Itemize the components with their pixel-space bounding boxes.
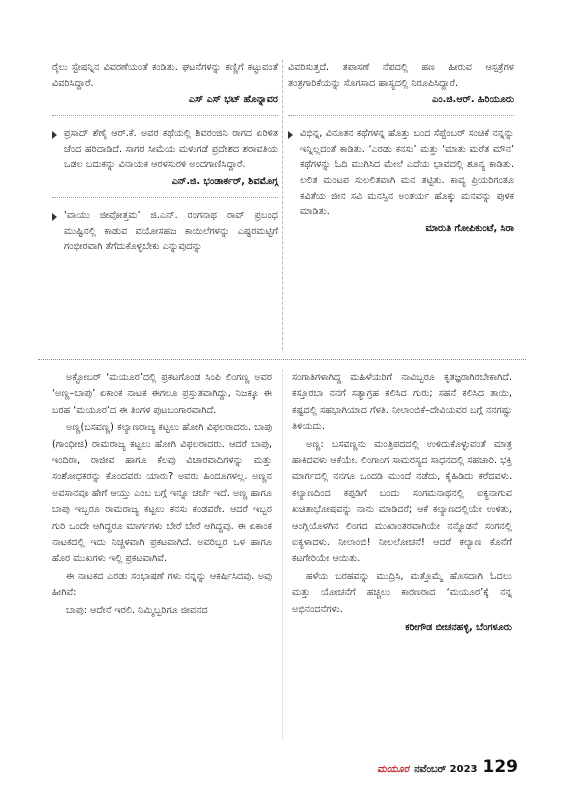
letter-separator — [52, 197, 278, 198]
magazine-logo: ಮಯೂರ — [377, 764, 410, 775]
bullet-triangle-icon — [288, 131, 293, 139]
letters-column-right — [288, 60, 514, 244]
bullet-triangle-icon — [52, 131, 57, 139]
letter-l3 — [52, 208, 278, 255]
letter-body: ಪ್ರಸಾದ್ ಶೆಣೈ ಆರ್.ಕೆ. ಅವರ ಕಥೆಯಲ್ಲಿ ಶಿವರಂಜಿನಿ ರಾಗದ ಏರಿಳಿತ ಚೆಂದ ಹರಿದಾಡಿದೆ. ಸಾಗರ ಸೀಮೆಯ ಮಳುಗಡೆ ಪ್ರದೇಶದ ಶರಾವತಿಯ ಒಡಲ ಬದುಕನ್ನು ವಿನಾಯಕ ಆರಳಸುರಳಿ ಅಂದಗಾಣಿಸಿದ್ದಾರೆ. — [64, 128, 278, 171]
letter-signature: ಎಂ.ಜಿ.ಆರ್. ಹಿರಿಯೂರು — [432, 94, 514, 106]
letter-body: ವಿಭಿನ್ನ, ವಿನೂತನ ಕಥೆಗಳನ್ನ ಹೊತ್ತು ಬಂದ ಸೆಪ್ಟೆಂಬರ್ ಸಂಚಿಕೆ ನನ್ನನ್ನು ಇನ್ನಿಲ್ಲದಂತೆ ಕಾಡಿತು. ‘ಎರಡು ಕನಸು’ ಮತ್ತು ‘ಮಾತು ಮರೆತ ಮೌನ’ ಕಥೆಗಳನ್ನು ಓದಿ ಮುಗಿಸಿದ ಮೇಲೆ ಎದೆಯ ಭಾವದಲ್ಲಿ ಶೂನ್ಯ ಕಾಡಿತು. ಲಲಿತ ಮಂಟಪ ಸುಲಲಿತವಾಗಿ ಮನ ತಟ್ಟಿತು. ಕಾವ್ಯ ಪ್ರಿಯರಿಗಂತೂ ಕವಿತೆಯ ಜೀನ ಸವಿ ಮನಸ್ಸಿನ ಅಂತರ್ಯ ಹೊಕ್ಕು ಮನವನ್ನು ಪುಳಕ ಮಾಡಿತು. — [300, 128, 514, 218]
letter-r2 — [288, 126, 514, 236]
section-separator — [38, 359, 526, 360]
letter-body: ರೈಲು ಸ್ಟೇಷನ್ನಿನ ವಿವರಣೆಯಂತೆ ಕಂಡಿತು. ಘಟನೆಗಳನ್ನು ಕಣ್ಣಿಗೆ ಕಟ್ಟುವಂತೆ ವಿವರಿಸಿದ್ದಾರೆ. — [52, 62, 278, 89]
letter-body: ವಿವರಿಸುತ್ತದೆ. ತಪಾಸಣೆ ನೆಪದಲ್ಲಿ ಹಣ ಹೀರುವ ಆಸ್ಪತ್ರೆಗಳ ತಂತ್ರಗಾರಿಕೆಯನ್ನು ಸೊಗಸಾದ ಹಾಸ್ಯದಲ್ಲಿ ನಿರೂಪಿಸಿದ್ದಾರೆ. — [288, 62, 514, 89]
letter-l2 — [52, 126, 278, 189]
article-paragraph: ಅಣ್ಣ(ಬಸವಣ್ಣ) ಕಲ್ಯಾಣರಾಜ್ಯ ಕಟ್ಟಲು ಹೋಗಿ ವಿಫಲರಾದರು. ಬಾಪು (ಗಾಂಧೀಜಿ) ರಾಮರಾಜ್ಯ ಕಟ್ಟಲು ಹೋಗಿ ವಿಫಲರಾದರು. ಆದರೆ ಬಾಪು, ಇಂದಿರಾ, ರಾಜೀವ ಹಾಗೂ ಕೆಲವು ವಿಚಾರವಾದಿಗಳನ್ನು ಮತ್ತು ಸಂಶೋಧಕರನ್ನು ಕೊಂದವರು ಯಾರು? ಅವರು ಹಿಂದೂಗಳಲ್ಲ. ಅಣ್ಣನ ಅವಸಾನವೂ ಹೇಗೆ ಆಯ್ತು ಎಂಬ ಬಗ್ಗೆ ಇನ್ನೂ ಚರ್ಚೆ ಇದೆ. ಅಣ್ಣ ಹಾಗೂ ಬಾಪು ಇಬ್ಬರೂ ರಾಮರಾಜ್ಯ ಕಟ್ಟಲು ಕನಸು ಕಂಡವರೇ. ಆದರೆ ಇಬ್ಬರ ಗುರಿ ಒಂದೇ ಆಗಿದ್ದರೂ ಮಾರ್ಗಗಳು ಬೇರೆ ಬೇರೆ ಆಗಿದ್ದವು. ಈ ಏಕಾಂಕ ನಾಟಕದಲ್ಲಿ ಇದು ನಿಚ್ಚಳವಾಗಿ ಪ್ರಕಟವಾಗಿದೆ. ಅವರಿಬ್ಬರ ಒಳ ಹಾಗೂ ಹೊರ ಮುಖಗಳು ಇಲ್ಲಿ ಪ್ರಕಟವಾಗಿವೆ. — [52, 422, 272, 565]
letters-section — [52, 60, 514, 350]
article-paragraph: ಬಾಪು: ಆದೇನೆ ಇರಲಿ. ನಿಮ್ಮಿಬ್ಬರಿಗೂ ಜೀವನದ — [66, 604, 208, 616]
letter-signature: ಎನ್.ಜಿ. ಭಂಡಾರ್ಕರ್, ಶಿವಮೊಗ್ಗ — [171, 175, 278, 187]
article-paragraph: ಅಕ್ಟೋಬರ್ ‘ಮಯೂರ’ದಲ್ಲಿ ಪ್ರಕಟಗೊಂಡ ಸಿಂಪಿ ಲಿಂಗಣ್ಣ ಅವರ ‘ಅಣ್ಣ–ಬಾಪು’ ಏಕಾಂಕ ನಾಟಕ ಈಗಲೂ ಪ್ರಸ್ತುತವಾಗಿದ್ದು, ನಿಜಕ್ಕೂ ಈ ಬರಹ ‘ಮಯೂರ’ದ ಈ ತಿಂಗಳ ಪುಟಬಂಗಾರವಾಗಿದೆ. — [52, 372, 272, 416]
letter-separator — [288, 115, 514, 116]
article-column-right — [292, 370, 512, 637]
article-paragraph: ಸಂಗಾತಿಗಳಾಗಿದ್ದ ಮಹಿಳೆಯರಿಗೆ ನಾವಿಬ್ಬರೂ ಕೃತಜ್ಞರಾಗಿರಬೇಕಾಗಿದೆ. ಕಸ್ತೂರಬಾ ನನಗೆ ಸತ್ಯಾಗ್ರಹ ಕಲಿಸಿದ ಗುರು; ಸಹನೆ ಕಲಿಸಿದ ತಾಯಿ, ಕಷ್ಟದಲ್ಲಿ ಸಹಭಾಗಿಯಾದ ಗೆಳತಿ. ನೀಲಾಂಬಿಕೆ–ದೇವಿಯವರ ಬಗ್ಗೆ ನನಗಷ್ಟು ತಿಳಿಯದು. — [292, 372, 512, 433]
article-paragraph: ಈ ನಾಟಕದ ಎರಡು ಸಂಭಾಷಣೆ ಗಳು ನನ್ನನ್ನು ಆಕರ್ಷಿಸಿದವು. ಅವು ಹೀಗಿವೆ: — [52, 570, 272, 599]
issue-date: ನವೆಂಬರ್ 2023 — [414, 764, 478, 775]
letter-signature: ಮಾರುತಿ ಗೋಪಿಕುಂಟೆ, ಸಿರಾ — [425, 222, 514, 234]
article-section — [52, 370, 514, 750]
article-column-left — [52, 370, 272, 620]
article-paragraph: ಹಳೆಯ ಬರಹವನ್ನು ಮುದ್ರಿಸಿ, ಮತ್ತೊಮ್ಮೆ ಹೊಸದಾಗಿ ಓದಲು ಮತ್ತು ಯೋಚನೆಗೆ ಹಚ್ಚಲು ಕಾರಣರಾದ ‘ಮಯೂರ’ಕ್ಕೆ ನನ್ನ ಅಭಿನಂದನೆಗಳು. — [292, 570, 512, 615]
page-number: 129 — [482, 757, 518, 777]
page-footer — [377, 757, 518, 779]
bullet-triangle-icon — [52, 213, 57, 221]
letter-r1 — [288, 60, 514, 107]
letter-body: ‘ವಾಯು ಜೀವೋತ್ತಮ’ ಜಿ.ಎನ್. ರಂಗನಾಥ ರಾವ್ ಪ್ರಬಂಧ ಮುಷ್ಟಿನಲ್ಲಿ ಕಾಡುವ ವಯೋಸಹಜ ಕಾಯಿಲೆಗಳನ್ನು ಎಷ್ಟರಮಟ್ಟಿಗೆ ಗಂಭೀರವಾಗಿ ತೆಗೆದುಕೊಳ್ಳಬೇಕು ಎನ್ನುವುದನ್ನು — [64, 209, 278, 253]
letter-separator — [52, 115, 278, 116]
article-paragraph: ಅಣ್ಣ: ಬಸವಣ್ಣನು ಮಂತ್ರಿಪದದಲ್ಲಿ ಉಳಿದುಕೊಳ್ಳುವಂತೆ ಮಾತ್ರ ಹಾಕಿದವಳು ಆಕೆಯೇ. ಲಿಂಗಾಂಗ ಸಾಮರಸ್ಯದ ಸಾಧನದಲ್ಲಿ ಸಹಚಾರಿ. ಭಕ್ತಿ ಮಾರ್ಗದಲ್ಲಿ ನನಗೂ ಒಂದಡಿ ಮುಂದೆ ನಡೆದು, ಕೈಹಿಡಿದು ಕರೆದವಳು. ಕಲ್ಯಾಣದಿಂದ ಕಪ್ಪಡಿಗೆ ಬಂದು ಸಂಗಮನಾಥನಲ್ಲಿ ಐಕ್ಯನಾಗುವ ಖಚಿತಾಭೋಷವನ್ನು ನಾನು ಮಾಡಿದರೆ; ಆಕೆ ಕಲ್ಯಾಣದಲ್ಲಿಯೇ ಉಳಿತು, ಆಂಗ್ಲಿಯೊಳಗಿನ ಲಿಂಗದ ಮುಖಾಂತರವಾಗಿಯೇ ನನ್ನೊಡನೆ ಸಂಗನಲ್ಲಿ ಐಕ್ಯಳಾದಳು. ನೀಲಾಂಬಿ! ನೀಲಲೋಚನೆ! ಆದರೆ ಕಲ್ಯಾಣ ಕೊನೆಗೆ ಕಟಗೇರಿಯೇ ಆಯಿತು. — [292, 438, 512, 565]
column-divider — [282, 370, 283, 740]
letter-signature: ಎಸ್ ಎಸ್ ಭಟ್ ಹೊನ್ನಾವರ — [188, 94, 278, 106]
column-divider — [282, 60, 283, 350]
article-signature: ಕರೀಗೌಡ ಬೀಚನಹಳ್ಳಿ, ಬೆಂಗಳೂರು — [405, 622, 512, 634]
letters-column-left — [52, 60, 278, 263]
letter-l1 — [52, 60, 278, 107]
